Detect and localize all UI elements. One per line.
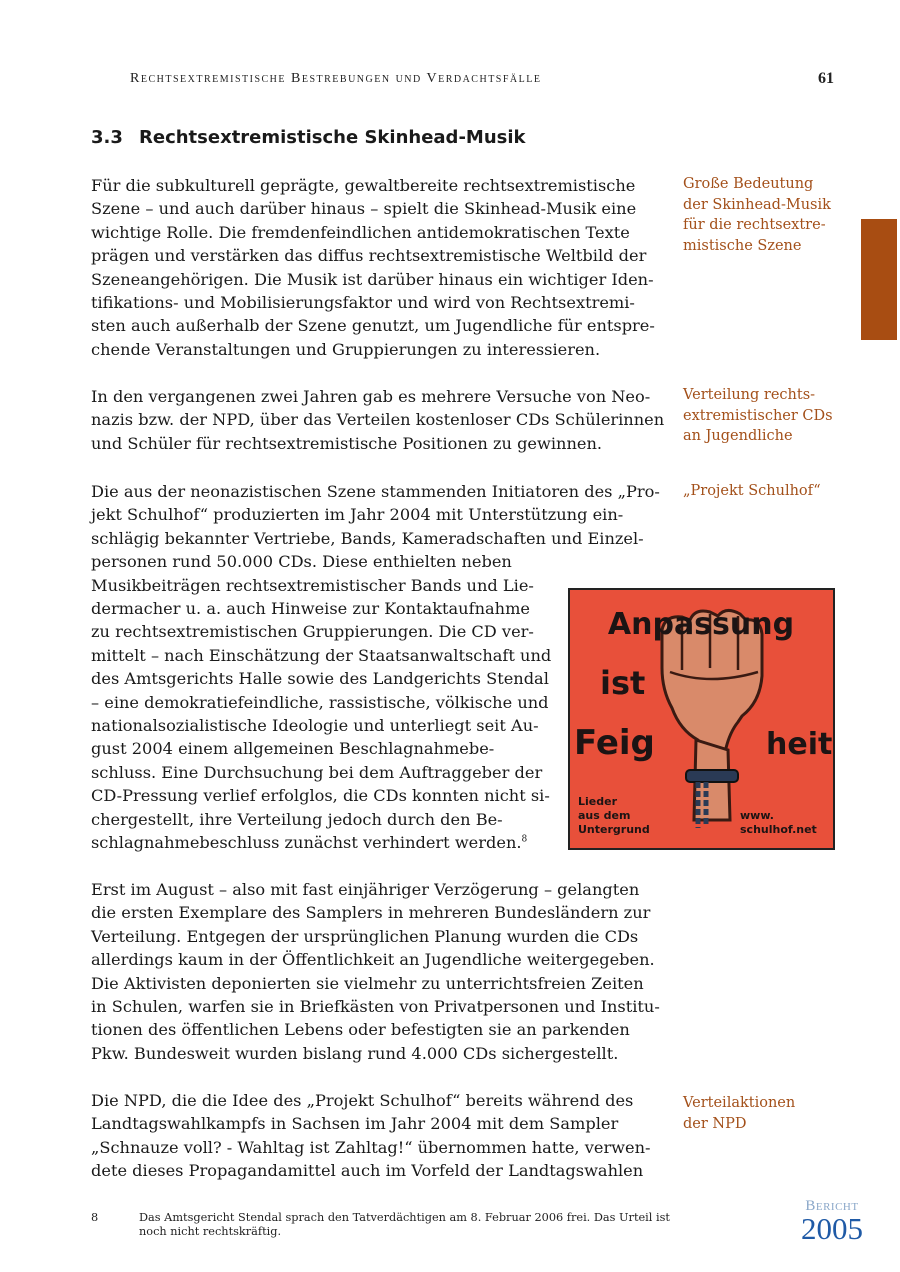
paragraph-4: [91, 878, 663, 1065]
margin-note-line: extremistischer CDs: [683, 407, 833, 424]
text-line: in Schulen, warfen sie in Briefkästen von Privatpersonen und Institu-: [91, 997, 660, 1017]
text-line: Szeneangehörigen. Die Musik ist darüber hinaus ein wichtiger Iden-: [91, 269, 654, 289]
text-line: zu rechtsextremistischen Gruppierungen. Die CD ver-: [91, 622, 534, 642]
paragraph-5: [91, 1089, 663, 1183]
footnote-text: [139, 1211, 679, 1239]
margin-note-line: Große Bedeutung: [683, 176, 814, 192]
report-logo-year: 2005: [801, 1211, 863, 1246]
cd-cover-image: [568, 588, 835, 850]
text-line: Erst im August – also mit fast einjähriger Verzögerung – gelangten: [91, 880, 640, 899]
text-line: sten auch außerhalb der Szene genutzt, um Jugendliche für entspre-: [91, 316, 655, 336]
text-line: und Schüler für rechtsextremistische Positionen zu gewinnen.: [91, 433, 603, 453]
cd-cover-artwork: [570, 590, 833, 848]
page-number: 61: [818, 70, 834, 87]
footnote-number: 8: [91, 1211, 99, 1224]
text-line: Szene – und auch darüber hinaus – spielt die Skinhead-Musik eine: [91, 199, 637, 219]
section-heading: [91, 127, 526, 148]
text-line: gust 2004 einem allgemeinen Beschlagnahmebe-: [91, 739, 495, 759]
cover-subtitle-line: Lieder: [578, 795, 617, 808]
text-line: wichtige Rolle. Die fremdenfeindlichen antidemokratischen Texte: [91, 222, 630, 242]
text-line: nazis bzw. der NPD, über das Verteilen kostenloser CDs Schülerinnen: [91, 410, 665, 430]
cover-url-line: www.: [740, 809, 774, 822]
text-line: Musikbeiträgen rechtsextremistischer Bands und Lie-: [91, 575, 534, 595]
margin-note-line: der Skinhead-Musik: [683, 196, 831, 213]
margin-note-projekt-schulhof: [683, 481, 873, 502]
text-line: In den vergangenen zwei Jahren gab es mehrere Versuche von Neo-: [91, 387, 651, 406]
text-line: „Schnauze voll? - Wahltag ist Zahltag!“ übernommen hatte, verwen-: [91, 1137, 651, 1157]
report-logo: [790, 1198, 874, 1244]
text-line: prägen und verstärken das diffus rechtsextremistische Weltbild der: [91, 246, 647, 266]
running-head: Rechtsextremistische Bestrebungen und Verdachtsfälle: [130, 71, 542, 86]
margin-note-line: an Jugendliche: [683, 428, 793, 444]
text-line: Die NPD, die die Idee des „Projekt Schulhof“ bereits während des: [91, 1091, 634, 1110]
text-line: tifikations- und Mobilisierungsfaktor und wird von Rechtsextremi-: [91, 293, 635, 313]
text-line: – eine demokratiefeindliche, rassistische, völkische und: [91, 692, 549, 712]
text-line: jekt Schulhof“ produzierten im Jahr 2004 mit Unterstützung ein-: [91, 505, 624, 525]
text-line: Verteilung. Entgegen der ursprünglichen Planung wurden die CDs: [91, 926, 639, 946]
cover-title-word: Feig: [574, 723, 655, 763]
text-line: Pkw. Bundesweit wurden bislang rund 4.000 CDs sichergestellt.: [91, 1043, 619, 1063]
margin-note-skinhead-music: [683, 174, 873, 256]
text-line: chende Veranstaltungen und Gruppierungen zu interessieren.: [91, 339, 601, 359]
text-line: die ersten Exemplare des Samplers in mehreren Bundesländern zur: [91, 903, 651, 923]
cover-subtitle-line: aus dem: [578, 809, 631, 822]
section-title: Rechtsextremistische Skinhead-Musik: [139, 127, 526, 148]
text-line: Für die subkulturell geprägte, gewaltbereite rechtsextremistische: [91, 176, 636, 195]
paragraph-2: [91, 385, 663, 455]
margin-note-line: „Projekt Schulhof“: [683, 483, 821, 499]
cover-title-word: heit: [766, 727, 833, 762]
margin-note-line: der NPD: [683, 1115, 747, 1132]
cover-subtitle-line: Untergrund: [578, 823, 650, 836]
text-line: Die aus der neonazistischen Szene stammenden Initiatoren des „Pro-: [91, 482, 660, 501]
text-line: dete dieses Propagandamittel auch im Vorfeld der Landtagswahlen: [91, 1161, 644, 1181]
text-line: mittelt – nach Einschätzung der Staatsanwaltschaft und: [91, 645, 552, 665]
text-line: chergestellt, ihre Verteilung jedoch durch den Be-: [91, 809, 503, 829]
text-line: nationalsozialistische Ideologie und unterliegt seit Au-: [91, 716, 539, 736]
footnote-line: Das Amtsgericht Stendal sprach den Tatverdächtigen am 8. Februar 2006 frei. Das Urteil ist: [139, 1211, 670, 1224]
text-line: des Amtsgerichts Halle sowie des Landgerichts Stendal: [91, 669, 549, 689]
margin-note-line: Verteilaktionen: [683, 1095, 796, 1111]
text-line: schlagnahmebeschluss zunächst verhindert werden.: [91, 833, 522, 853]
text-line: tionen des öffentlichen Lebens oder befestigten sie an parkenden: [91, 1020, 630, 1040]
margin-note-line: mistische Szene: [683, 237, 802, 254]
text-line: schlägig bekannter Vertriebe, Bands, Kameradschaften und Einzel-: [91, 528, 644, 548]
text-line: Landtagswahlkampfs in Sachsen im Jahr 2004 mit dem Sampler: [91, 1114, 619, 1134]
margin-note-npd-actions: [683, 1093, 873, 1134]
text-line: CD-Pressung verlief erfolglos, die CDs konnten nicht si-: [91, 786, 550, 806]
margin-note-cd-distribution: [683, 385, 873, 447]
text-line: schluss. Eine Durchsuchung bei dem Auftraggeber der: [91, 762, 543, 782]
paragraph-1: [91, 174, 663, 361]
margin-note-line: Verteilung rechts-: [683, 387, 816, 403]
text-line: allerdings kaum in der Öffentlichkeit an Jugendliche weitergegeben.: [91, 950, 655, 970]
cover-title-word: ist: [600, 664, 646, 702]
margin-note-line: für die rechtsextre-: [683, 217, 826, 233]
text-line: personen rund 50.000 CDs. Diese enthielten neben: [91, 552, 512, 572]
cover-title-word: Anpassung: [607, 607, 795, 642]
text-line: Die Aktivisten deponierten sie vielmehr zu unterrichtsfreien Zeiten: [91, 973, 644, 993]
text-line: dermacher u. a. auch Hinweise zur Kontaktaufnahme: [91, 599, 531, 619]
section-number: 3.3: [91, 127, 123, 148]
cover-url-line: schulhof.net: [740, 823, 817, 836]
report-logo-word: Bericht: [805, 1198, 859, 1214]
footnote-reference[interactable]: 8: [521, 834, 528, 845]
footnote-line: noch nicht rechtskräftig.: [139, 1225, 282, 1238]
